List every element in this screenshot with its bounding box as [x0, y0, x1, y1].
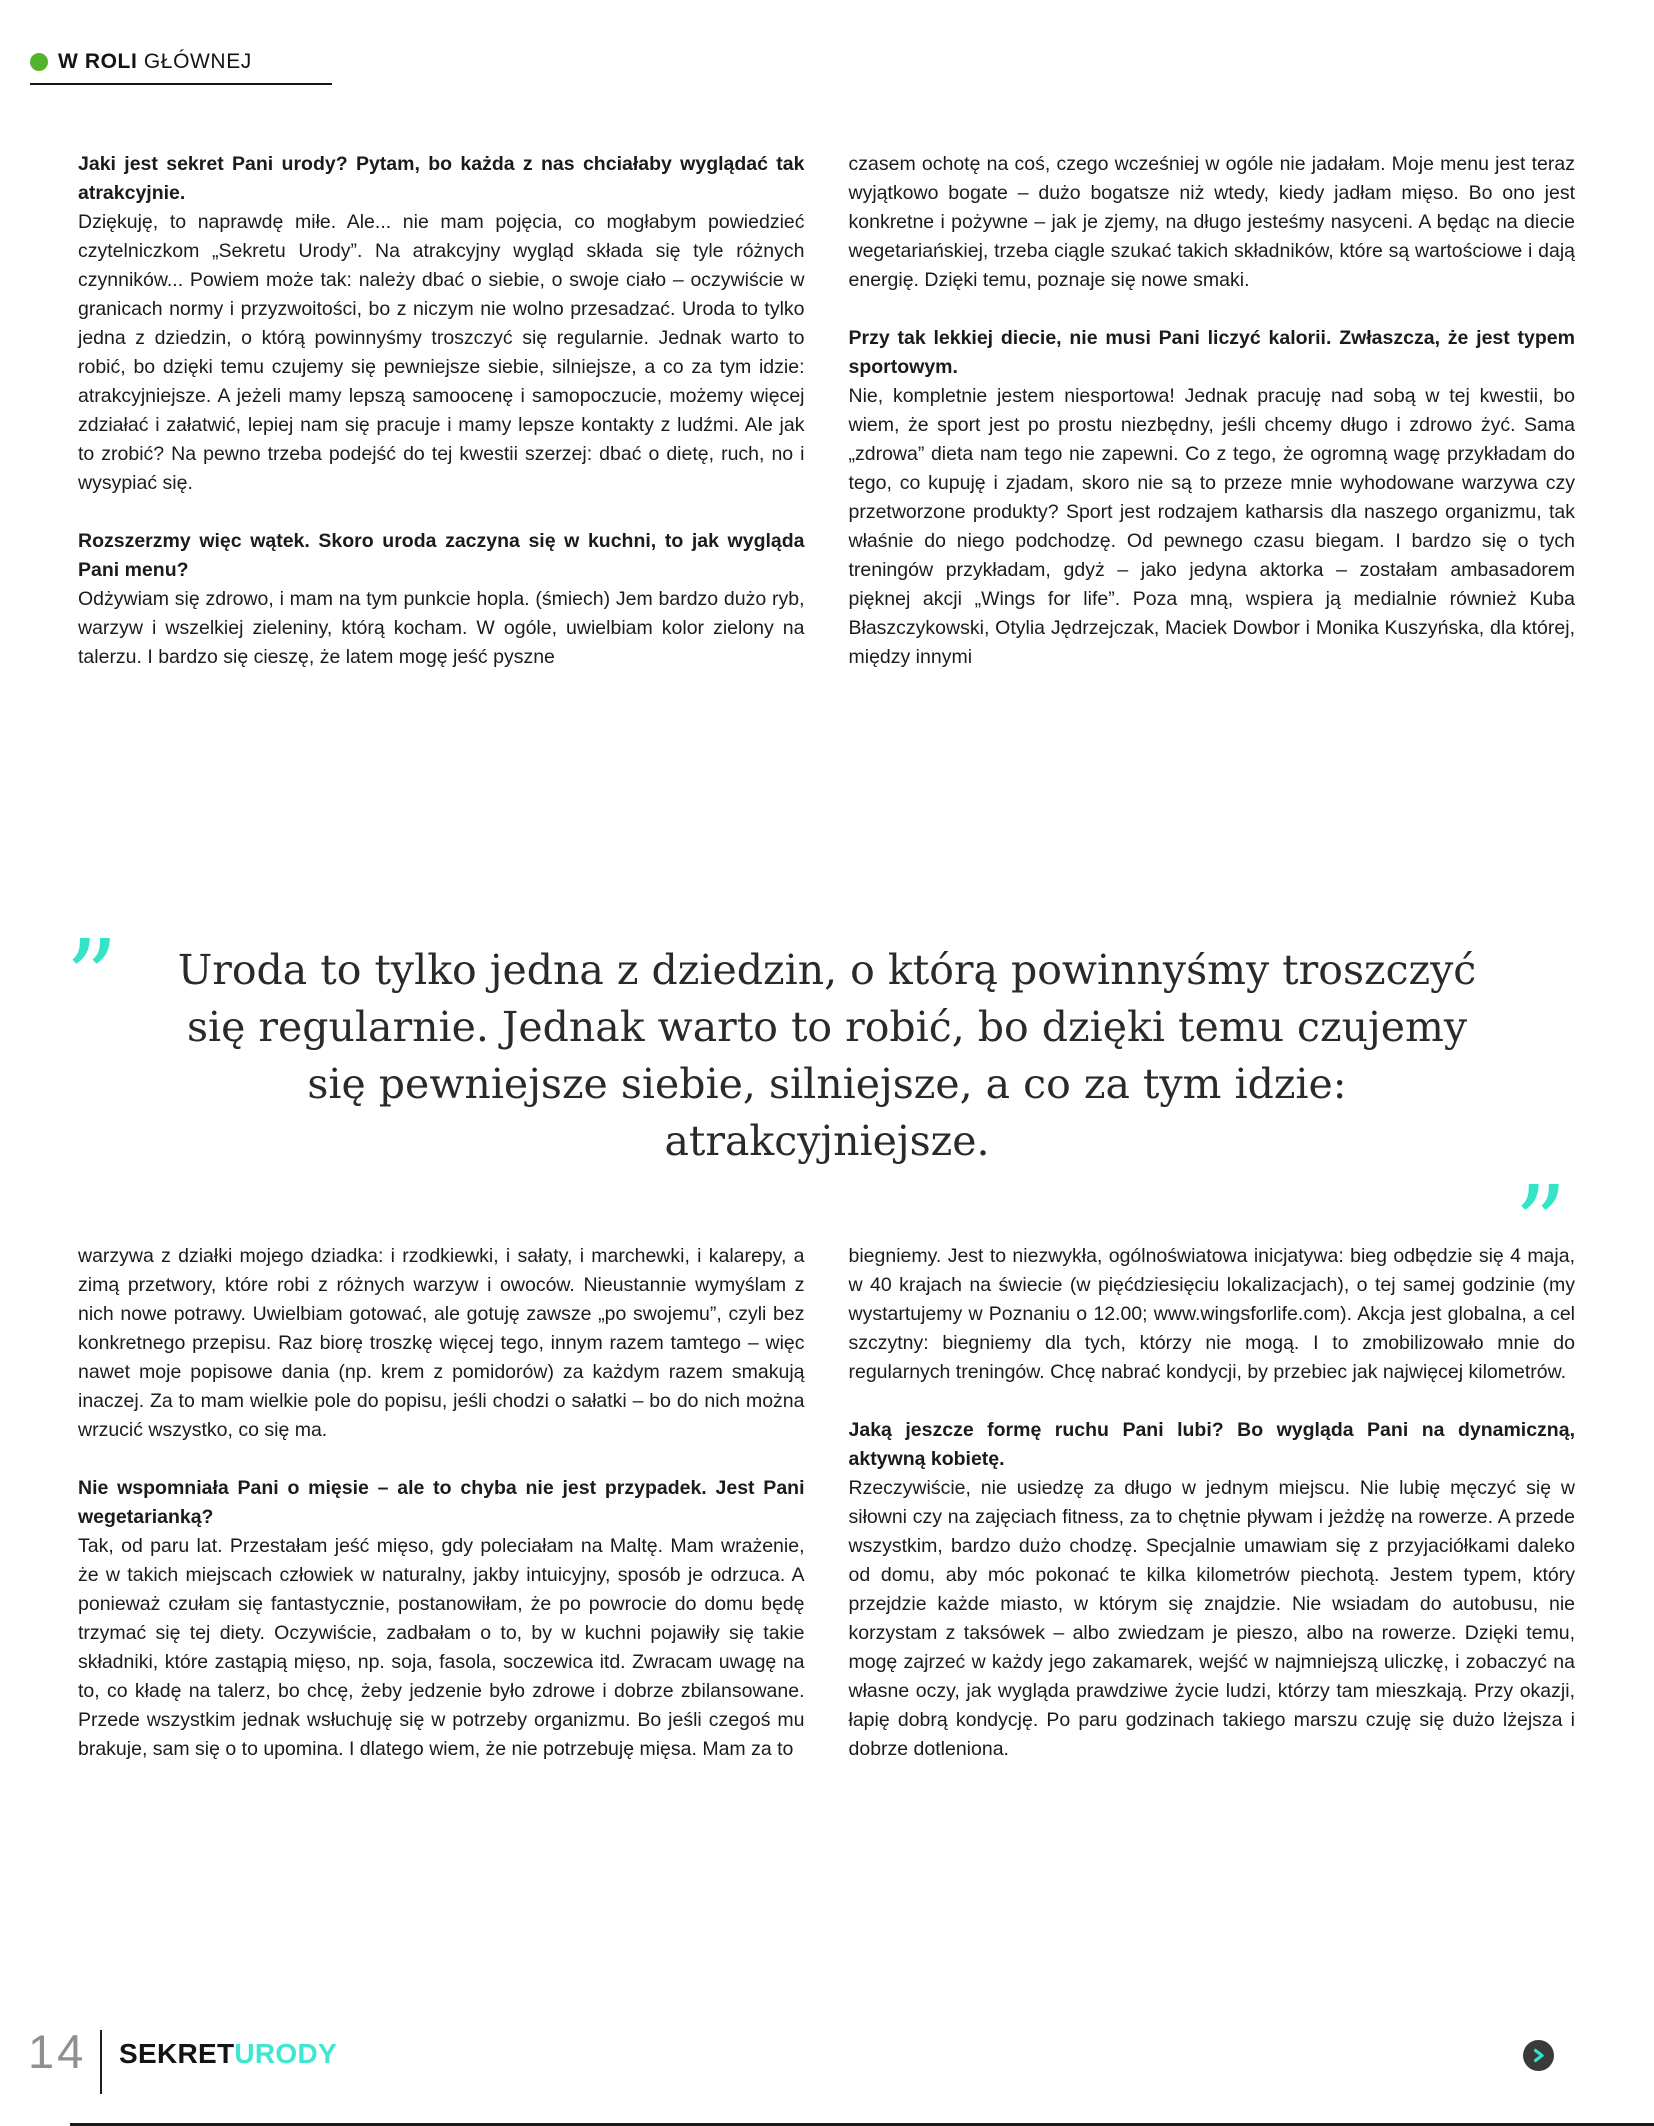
- pull-quote-text: Uroda to tylko jedna z dziedzin, o którą powinnyśmy troszczyć się regularnie. Jednak warto to robić, bo dzięki temu czujemy się pewniejsze siebie, silniejsze, a co za tym idzie: atrakcyjniejsze.: [177, 946, 1477, 1165]
- close-quote-icon: ”: [1513, 1163, 1567, 1285]
- answer-paragraph: czasem ochotę na coś, czego wcześniej w ogóle nie jadałam. Moje menu jest teraz wyjątkowo bogate – dużo bogatsze niż wtedy, kiedy jadłam mięso. Bo ono jest konkretne i pożywne – jak je zjemy, na długo jesteśmy nasyceni. A będąc na diecie wegetariańskiej, trzeba ciągle szukać takich składników, które są wartościowe i dają energię. Dzięki temu, poznaje się nowe smaki.: [848, 153, 1575, 291]
- article-column-bottom-right: [849, 1242, 1576, 1764]
- green-dot-icon: [30, 53, 48, 71]
- question-paragraph: Jaką jeszcze formę ruchu Pani lubi? Bo wygląda Pani na dynamiczną, aktywną kobietę.: [848, 1419, 1575, 1470]
- question-paragraph: Jaki jest sekret Pani urody? Pytam, bo każda z nas chciałaby wyglądać tak atrakcyjnie.: [78, 153, 805, 204]
- chevron-right-icon: [1523, 2040, 1554, 2071]
- section-title-light: GŁÓWNEJ: [143, 50, 252, 73]
- answer-paragraph: Odżywiam się zdrowo, i mam na tym punkcie hopla. (śmiech) Jem bardzo dużo ryb, warzyw i wszelkiej zieleniny, którą kocham. W ogóle, uwielbiam kolor zielony na talerzu. I bardzo się cieszę, że latem mogę jeść pyszne: [78, 588, 805, 668]
- footer-divider: [100, 2030, 102, 2094]
- question-paragraph: Nie wspomniała Pani o mięsie – ale to chyba nie jest przypadek. Jest Pani wegetarianką?: [78, 1477, 805, 1528]
- answer-paragraph: Rzeczywiście, nie usiedzę za długo w jednym miejscu. Nie lubię męczyć się w siłowni czy na zajęciach fitness, za to chętnie pływam i jeżdżę na rowerze. A przede wszystkim, bardzo dużo chodzę. Specjalnie umawiam się z przyjaciółkami daleko od domu, aby móc pokonać te kilka kilometrów piechotą. Jestem typem, który przejdzie każde miasto, w którym się znajdzie. Nie wsiadam do autobusu, nie korzystam z taksówek – albo zwiedzam je pieszo, albo na rowerze. Dzięki temu, mogę zajrzeć w każdy jego zakamarek, wejść w najmniejszą uliczkę, i zobaczyć na własne oczy, jak wygląda prawdziwe życie ludzi, którzy tam mieszkają. Przy okazji, łapię dobrą kondycję. Po paru godzinach takiego marszu czuję się dużo lżejsza i dobrze dotleniona.: [848, 1477, 1575, 1760]
- open-quote-icon: ”: [65, 917, 119, 1039]
- article-column-bottom-left: [78, 1242, 805, 1764]
- answer-paragraph: Tak, od paru lat. Przestałam jeść mięso, gdy poleciałam na Maltę. Mam wrażenie, że w takich miejscach człowiek w naturalny, jakby intuicyjny, sposób je odrzuca. A ponieważ czułam się fantastycznie, postanowiłam, że po powrocie do domu będę trzymać się tej diety. Oczywiście, zadbałam o to, by w kuchni pojawiły się takie składniki, które zastąpią mięso, np. soja, fasola, soczewica itd. Zwracam uwagę na to, co kładę na talerz, bo chcę, żeby jedzenie było zdrowe i dobrze zbilansowane. Przede wszystkim jednak wsłuchuję się w potrzeby organizmu. Bo jeśli czegoś mu brakuje, sam się o to upomina. I dlatego wiem, że nie potrzebuję mięsa. Mam za to: [78, 1535, 805, 1760]
- pull-quote: [65, 917, 1589, 1285]
- article-column-top-right: [849, 150, 1576, 672]
- answer-paragraph: Dziękuję, to naprawdę miłe. Ale... nie mam pojęcia, co mogłabym powiedzieć czytelniczkom „Sekretu Urody”. Na atrakcyjny wygląd składa się tyle różnych czynników... Powiem może tak: należy dbać o siebie, o swoje ciało – oczywiście w granicach normy i przyzwoitości, bo z niczym nie wolno przesadzać. Uroda to tylko jedna z dziedzin, o którą powinnyśmy troszczyć się regularnie. Jednak warto to robić, bo dzięki temu czujemy się pewniejsze siebie, silniejsze, a co za tym idzie: atrakcyjniejsze. A jeżeli mamy lepszą samoocenę i samopoczucie, możemy więcej zdziałać i załatwić, lepiej nam się pracuje i mamy lepsze kontakty z ludźmi. Ale jak to zrobić? Na pewno trzeba podejść do tej kwestii szerzej: dbać o dietę, ruch, no i wysypiać się.: [78, 211, 805, 494]
- section-header: [30, 50, 332, 85]
- article-bottom-section: [78, 1242, 1575, 1764]
- magazine-logo-teal: URODY: [234, 2038, 337, 2069]
- answer-paragraph: biegniemy. Jest to niezwykła, ogólnoświatowa inicjatywa: bieg odbędzie się 4 maja, w 40 krajach na świecie (w pięćdziesięciu lokalizacjach), o tej samej godzinie (my wystartujemy w Poznaniu o 12.00; www.wingsforlife.com). Akcja jest globalna, a cel szczytny: biegniemy dla tych, którzy nie mogą. I to zmobilizowało mnie do regularnych treningów. Chcę nabrać kondycji, by przebiec jak najwięcej kilometrów.: [848, 1245, 1575, 1383]
- section-title-bold: W ROLI: [58, 50, 138, 73]
- question-paragraph: Rozszerzmy więc wątek. Skoro uroda zaczyna się w kuchni, to jak wygląda Pani menu?: [78, 530, 805, 581]
- article-column-top-left: [78, 150, 805, 672]
- answer-paragraph: warzywa z działki mojego dziadka: i rzodkiewki, i sałaty, i marchewki, i kalarepy, a zimą przetwory, które robi z różnych warzyw i owoców. Nieustannie wymyślam z nich nowe potrawy. Uwielbiam gotować, ale gotuję zawsze „po swojemu”, czyli bez konkretnego przepisu. Raz biorę troszkę więcej tego, innym razem tamtego – więc nawet moje popisowe dania (np. krem z pomidorów) za każdym razem smakują inaczej. Za to mam wielkie pole do popisu, jeśli chodzi o sałatki – bo do nich można wrzucić wszystko, co się ma.: [78, 1245, 805, 1441]
- chevron-right-glyph: [1531, 2048, 1546, 2063]
- section-title: [58, 50, 252, 74]
- answer-paragraph: Nie, kompletnie jestem niesportowa! Jednak pracuję nad sobą w tej kwestii, bo wiem, że sport jest po prostu niezbędny, jeśli chcemy długo i zdrowo żyć. Sama „zdrowa” dieta nam tego nie zapewni. Co z tego, że ogromną wagę przykładam do tego, co kupuję i zjadam, skoro nie są to przeze mnie wyhodowane warzywa czy przetworzone produkty? Sport jest rodzajem katharsis dla naszego organizmu, tak właśnie do niego podchodzę. Od pewnego czasu biegam. I bardzo się o tych treningów przykładam, gdyż – jako jedyna aktorka – zostałam ambasadorem pięknej akcji „Wings for life”. Poza mną, wspiera ją medialnie również Kuba Błaszczykowski, Otylia Jędrzejczak, Maciek Dowbor i Monika Kuszyńska, dla której, między innymi: [848, 385, 1575, 668]
- magazine-logo-black: SEKRET: [119, 2038, 235, 2069]
- question-paragraph: Przy tak lekkiej diecie, nie musi Pani liczyć kalorii. Zwłaszcza, że jest typem sportowym.: [848, 327, 1575, 378]
- magazine-logo: [119, 2038, 337, 2070]
- article-top-section: [78, 150, 1575, 672]
- page-number: 14: [28, 2025, 87, 2078]
